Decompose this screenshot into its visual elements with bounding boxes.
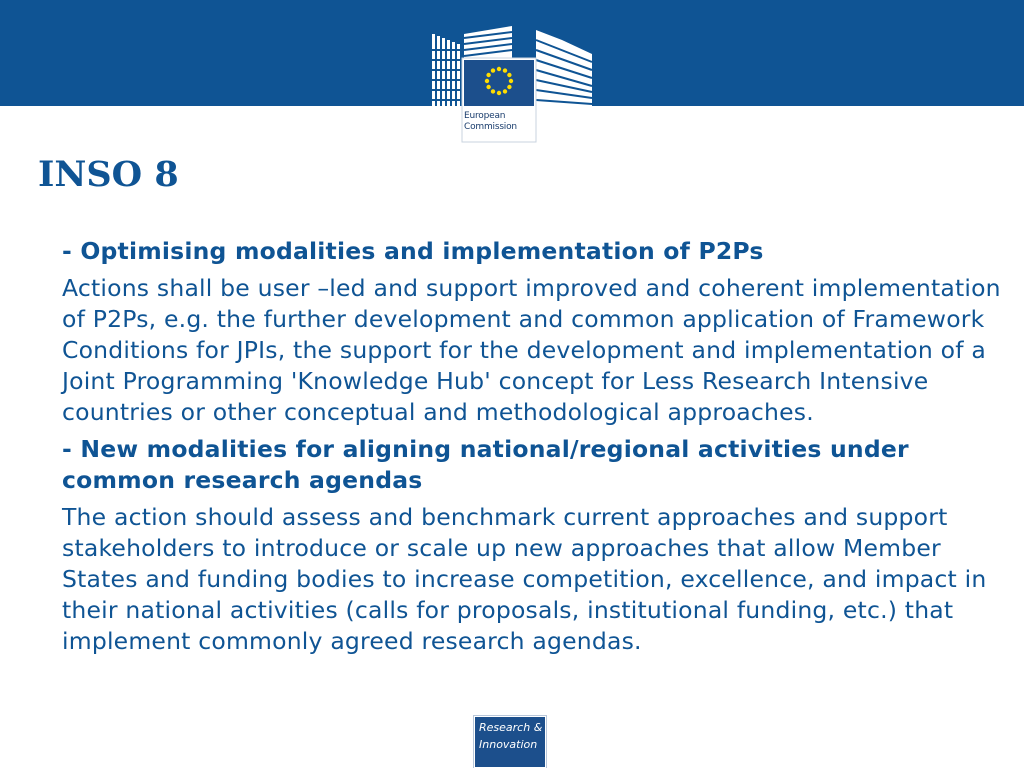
research-innovation-badge <box>474 716 546 768</box>
badge-line-research: Research & <box>479 721 543 734</box>
badge-line-innovation: Innovation <box>479 738 538 751</box>
logo-line-commission: Commission <box>464 122 517 132</box>
section-body-p2ps: Actions shall be user –led and support improved and coherent implementation of P2Ps, e.g. the further development and common application of Framework Conditions for JPIs, the support for the development and implementation of a Joint Programming 'Knowledge Hub' concept for Less Research Intensive countries or other conceptual and methodological approaches. <box>62 274 1001 426</box>
section-heading-new-modalities: - New modalities for aligning national/regional activities under common research agendas <box>62 435 909 494</box>
slide-title: INSO 8 <box>38 154 179 195</box>
section-heading-p2ps: - Optimising modalities and implementation of P2Ps <box>62 237 764 265</box>
section-body-new-modalities: The action should assess and benchmark current approaches and support stakeholders to introduce or scale up new approaches that allow Member States and funding bodies to increase competition, excellence, and impact in their national activities (calls for proposals, institutional funding, etc.) that implement commonly agreed research agendas. <box>62 503 987 655</box>
logo-line-european: European <box>464 111 506 121</box>
slide-content <box>62 236 1012 663</box>
logo-wordmark <box>464 111 534 133</box>
european-commission-logo <box>428 22 596 144</box>
